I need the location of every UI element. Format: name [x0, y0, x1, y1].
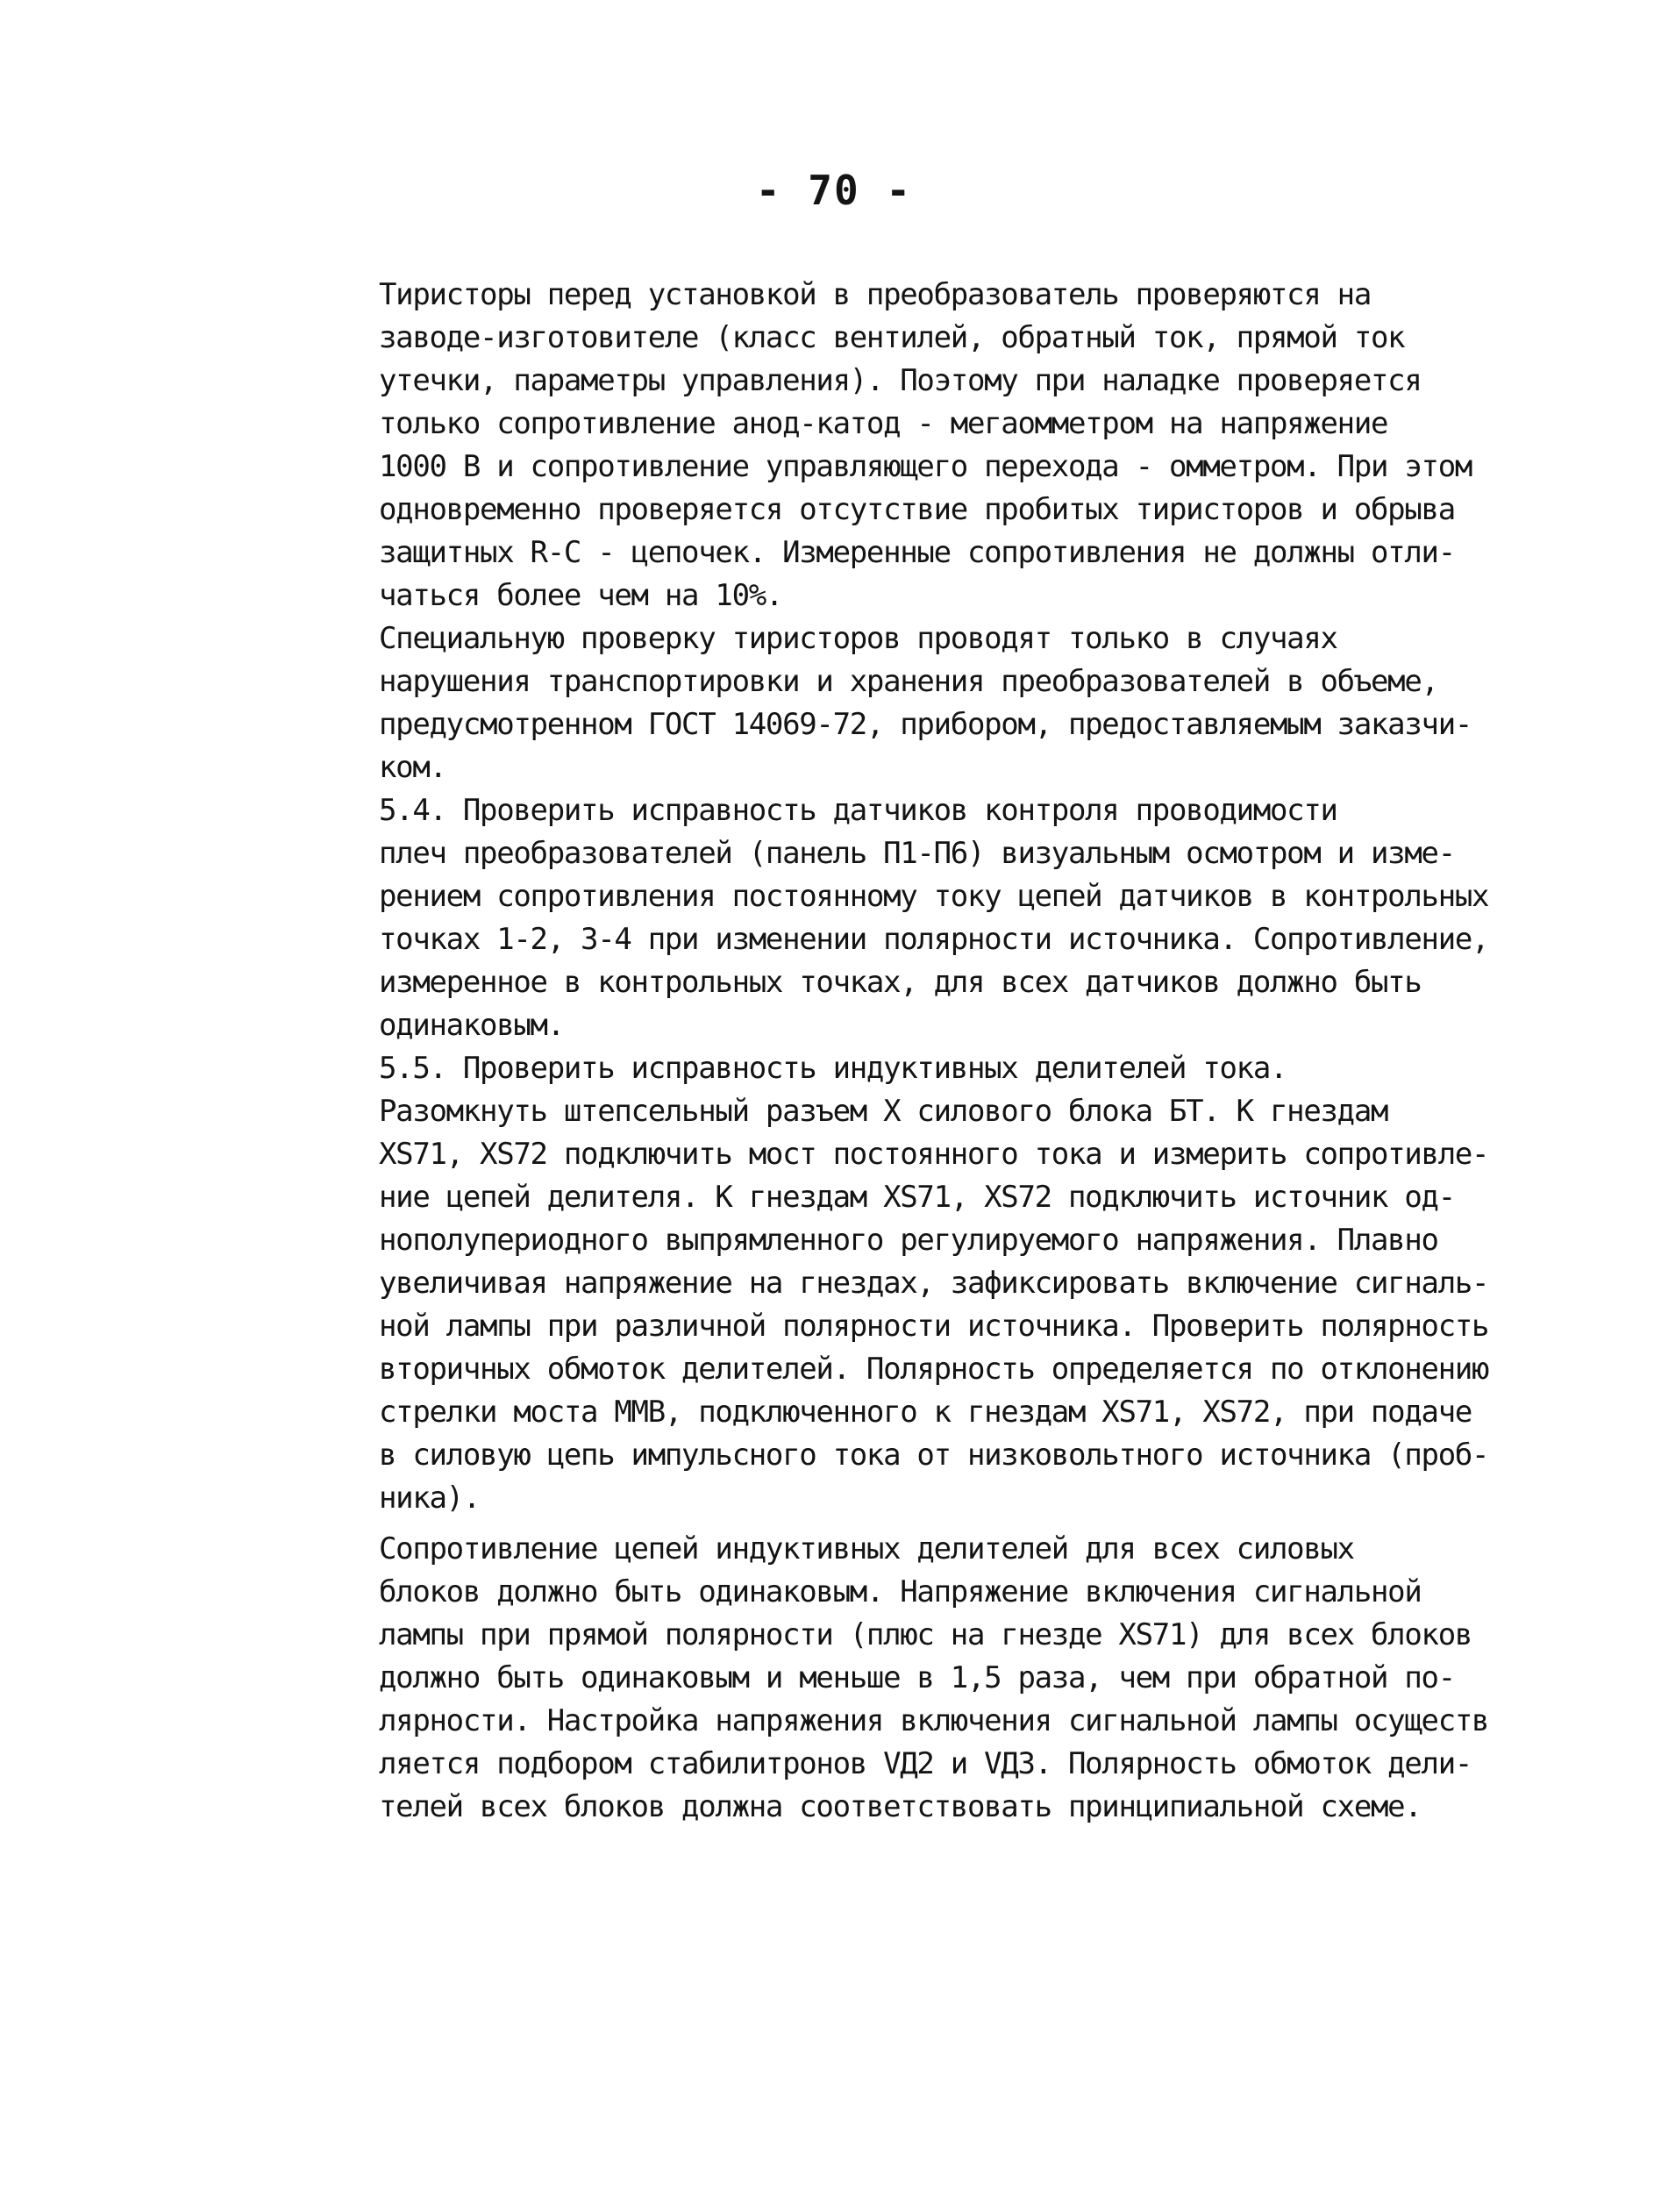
text-line: одновременно проверяется отсутствие пробитых тиристоров и обрыва: [379, 492, 1455, 527]
text-line: 5.5. Проверить исправность индуктивных делителей тока.: [379, 1051, 1287, 1086]
text-line: 5.4. Проверить исправность датчиков контроля проводимости: [379, 793, 1337, 828]
text-line: лярности. Настройка напряжения включения сигнальной лампы осуществ: [379, 1703, 1489, 1738]
text-line: блоков должно быть одинаковым. Напряжение включения сигнальной: [379, 1574, 1422, 1609]
text-line: предусмотренном ГОСТ 14069-72, прибором, предоставляемым заказчи-: [379, 707, 1472, 742]
text-line: ника).: [379, 1481, 481, 1516]
text-line: Специальную проверку тиристоров проводят только в случаях: [379, 621, 1337, 656]
body-text: [379, 274, 1545, 1829]
text-line: увеличивая напряжение на гнездах, зафиксировать включение сигналь-: [379, 1266, 1489, 1301]
text-line: в силовую цепь импульсного тока от низковольтного источника (проб-: [379, 1438, 1489, 1473]
text-line: чаться более чем на 10%.: [379, 578, 783, 613]
text-line: только сопротивление анод-катод - мегаомметром на напряжение: [379, 406, 1388, 441]
text-line: ной лампы при различной полярности источника. Проверить полярность: [379, 1309, 1489, 1344]
text-line: Разомкнуть штепсельный разъем Х силового блока БТ. К гнездам: [379, 1094, 1388, 1129]
text-line: утечки, параметры управления). Поэтому при наладке проверяется: [379, 363, 1422, 398]
text-line: рением сопротивления постоянному току цепей датчиков в контрольных: [379, 879, 1489, 914]
text-line: одинаковым.: [379, 1008, 564, 1043]
text-line: точках 1-2, 3-4 при изменении полярности источника. Сопротивление,: [379, 922, 1489, 957]
text-line: плеч преобразователей (панель П1-П6) визуальным осмотром и изме-: [379, 836, 1455, 871]
text-line: лампы при прямой полярности (плюс на гнезде XS71) для всех блоков: [379, 1617, 1472, 1652]
text-line: нополупериодного выпрямленного регулируемого напряжения. Плавно: [379, 1223, 1438, 1258]
text-line: заводе-изготовителе (класс вентилей, обратный ток, прямой ток: [379, 320, 1405, 355]
text-line: ком.: [379, 750, 446, 785]
text-line: ляется подбором стабилитронов VД2 и VД3. Полярность обмоток дели-: [379, 1746, 1472, 1781]
text-line: измеренное в контрольных точках, для всех датчиков должно быть: [379, 965, 1422, 1000]
text-line: нарушения транспортировки и хранения преобразователей в объеме,: [379, 664, 1438, 699]
text-line: XS71, XS72 подключить мост постоянного тока и измерить сопротивле-: [379, 1137, 1489, 1172]
text-line: вторичных обмоток делителей. Полярность определяется по отклонению: [379, 1352, 1489, 1387]
text-line: должно быть одинаковым и меньше в 1,5 раза, чем при обратной по-: [379, 1660, 1455, 1695]
page-number: - 70 -: [755, 167, 913, 214]
text-line: стрелки моста ММВ, подключенного к гнездам XS71, XS72, при подаче: [379, 1395, 1472, 1430]
text-line: защитных R-C - цепочек. Измеренные сопротивления не должны отли-: [379, 535, 1455, 570]
text-line: Тиристоры перед установкой в преобразователь проверяются на: [379, 277, 1372, 312]
text-line: Сопротивление цепей индуктивных делителей для всех силовых: [379, 1531, 1354, 1566]
text-line: ние цепей делителя. К гнездам XS71, XS72 подключить источник од-: [379, 1180, 1455, 1215]
text-line: телей всех блоков должна соответствовать принципиальной схеме.: [379, 1789, 1422, 1824]
text-line: 1000 В и сопротивление управляющего перехода - омметром. При этом: [379, 449, 1472, 484]
